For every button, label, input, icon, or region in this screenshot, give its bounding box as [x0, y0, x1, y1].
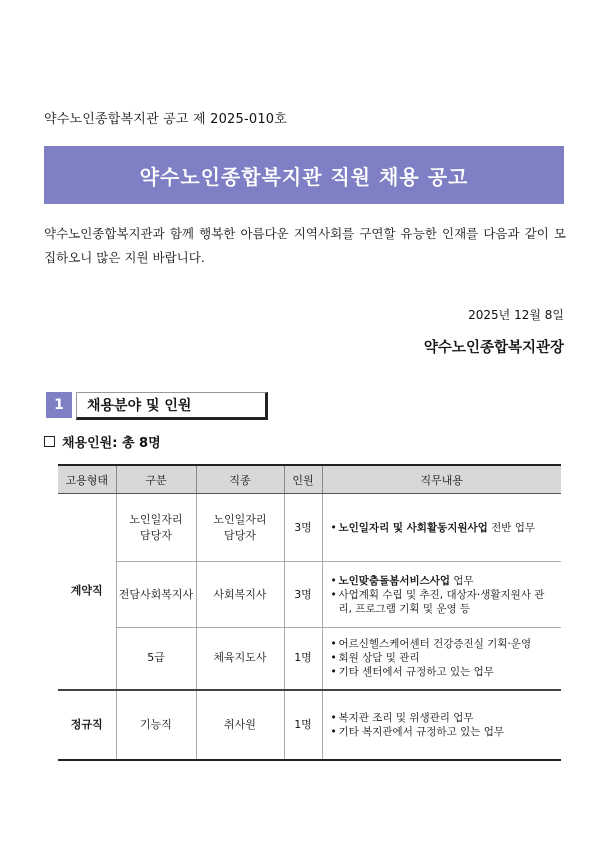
duty-item: • 회원 상담 및 관리: [330, 652, 420, 665]
checkbox-icon: [44, 436, 55, 447]
header-duties: 직무내용: [322, 465, 561, 494]
table-header-row: [58, 465, 561, 494]
duty-item: • 기타 센터에서 규정하고 있는 업무: [330, 666, 494, 679]
header-division: 구분: [116, 465, 196, 494]
page-title: 약수노인종합복지관 직원 채용 공고: [139, 164, 469, 189]
duties-cell: [322, 494, 561, 562]
header-headcount: 인원: [284, 465, 322, 494]
employment-type-permanent: 정규직: [58, 690, 116, 760]
job-cell: 취사원: [196, 690, 284, 760]
duty-item: • 어르신헬스케어센터 건강증진실 기획·운영: [330, 638, 532, 651]
division-cell: 전담사회복지사: [116, 562, 196, 628]
division-cell: 5급: [116, 628, 196, 690]
intro-paragraph: 약수노인종합복지관과 함께 행복한 아름다운 지역사회를 구연할 유능한 인재를 다음과 같이 모집하오니 많은 지원 바랍니다.: [44, 226, 566, 265]
duties-cell: [322, 562, 561, 628]
announcement-date: 2025년 12월 8일: [468, 308, 564, 322]
duty-item: • 사업계획 수립 및 추진, 대상자·생활지원사 관리, 프로그램 기획 및 운영 등: [330, 588, 545, 615]
section-header: [46, 392, 268, 418]
job-cell: 사회복지사: [196, 562, 284, 628]
organization-signature: 약수노인종합복지관장: [423, 340, 564, 356]
job-cell: 노인일자리 담당자: [196, 494, 284, 562]
notice-number: 약수노인종합복지관 공고 제 2025-010호: [44, 112, 288, 127]
table-row: [58, 690, 561, 760]
division-cell: 노인일자리 담당자: [116, 494, 196, 562]
count-cell: 1명: [284, 690, 322, 760]
count-cell: 1명: [284, 628, 322, 690]
table-row: [58, 628, 561, 690]
subheading: [44, 432, 161, 451]
table-row: [58, 562, 561, 628]
division-cell: 기능직: [116, 690, 196, 760]
duties-cell: [322, 690, 561, 760]
section-number: 1: [46, 392, 72, 418]
duty-item: • 노인맞춤돌봄서비스사업 업무: [330, 574, 474, 587]
duty-item: • 노인일자리 및 사회활동지원사업 전반 업무: [330, 521, 536, 534]
count-cell: 3명: [284, 494, 322, 562]
subheading-text: 채용인원: 총 8명: [62, 436, 161, 451]
duty-item: • 기타 복지관에서 규정하고 있는 업무: [330, 725, 504, 738]
recruitment-table: [58, 464, 561, 761]
page-title-banner: [44, 146, 564, 204]
duty-item: • 복지관 조리 및 위생관리 업무: [330, 711, 474, 724]
duties-cell: [322, 628, 561, 690]
job-cell: 체육지도사: [196, 628, 284, 690]
employment-type-contract: 계약직: [58, 494, 116, 690]
header-employment-type: 고용형태: [58, 465, 116, 494]
count-cell: 3명: [284, 562, 322, 628]
table-row: [58, 494, 561, 562]
header-job-type: 직종: [196, 465, 284, 494]
section-title: 채용분야 및 인원: [76, 392, 268, 420]
